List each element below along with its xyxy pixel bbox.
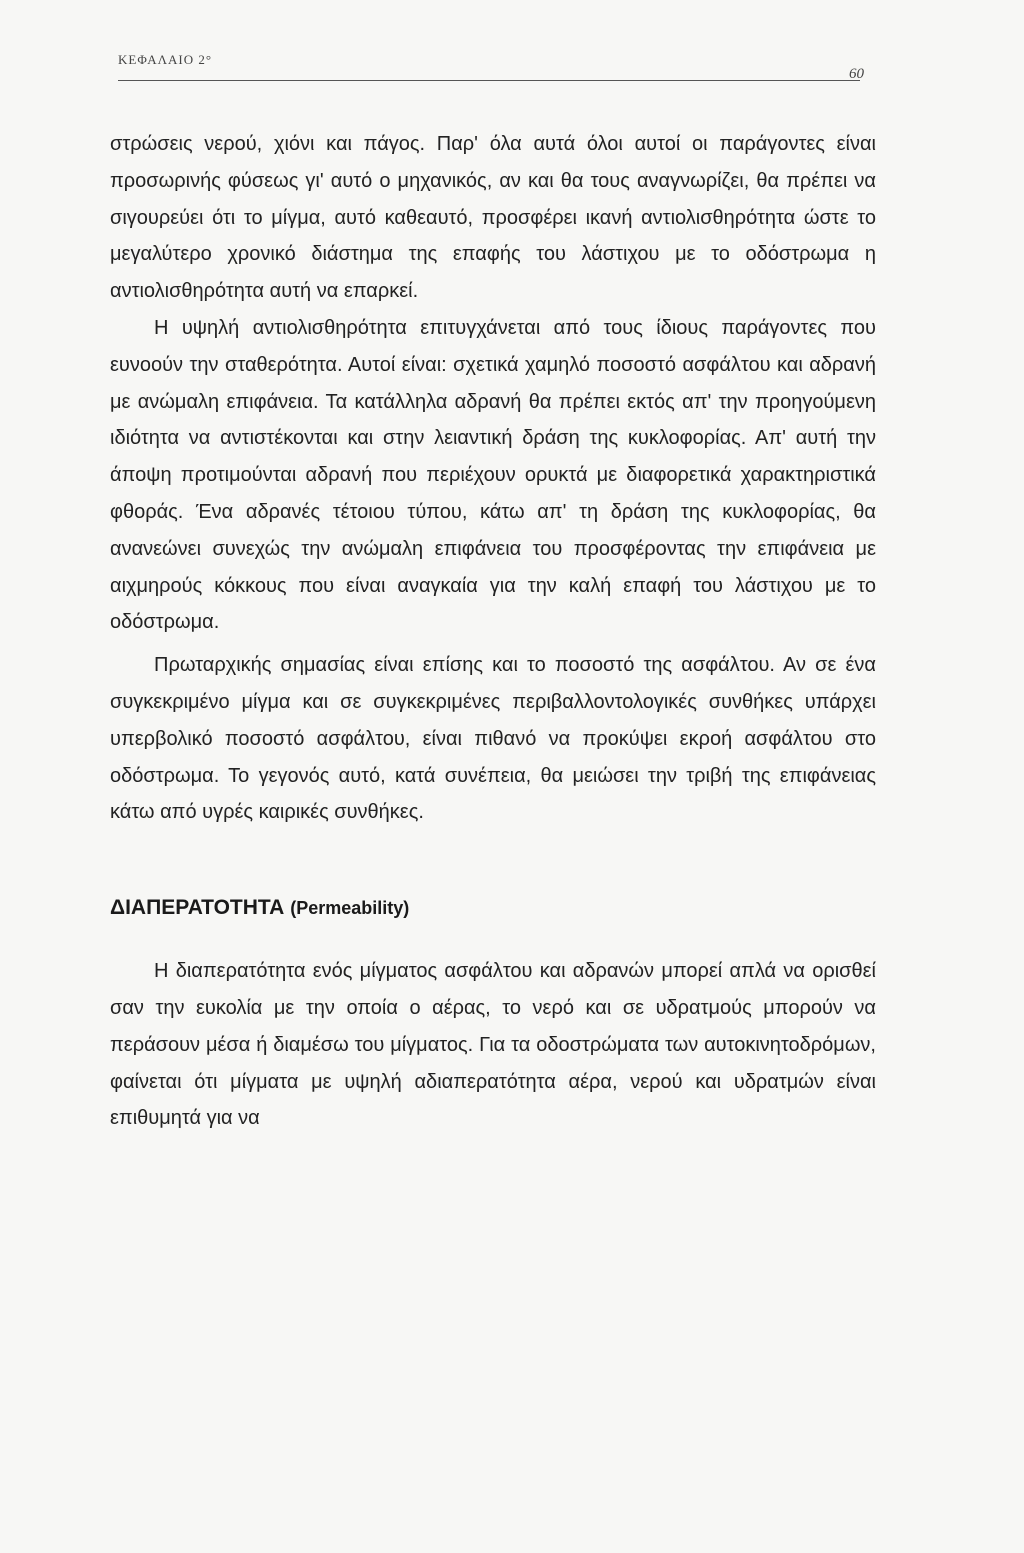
page-number: 60 bbox=[849, 66, 864, 82]
section-heading-permeability bbox=[110, 893, 876, 923]
section-heading-main: ΔΙΑΠΕΡΑΤΟΤΗΤΑ bbox=[110, 896, 285, 920]
running-header bbox=[118, 50, 864, 82]
chapter-title: ΚΕΦΑΛΑΙΟ 2° bbox=[118, 52, 213, 67]
paragraph-continuation: στρώσεις νερού, χιόνι και πάγος. Παρ' όλα αυτά όλοι αυτοί οι παράγοντες είναι προσωρινής φύσεως γι' αυτό ο μηχανικός, αν και θα τους αναγνωρίζει, θα πρέπει να σιγουρεύει ότι το μίγμα, αυτό καθεαυτό, προσφέρει ικανή αντιολισθηρότητα ώστε το μεγαλύτερο χρονικό διάστημα της επαφής του λάστιχου με το οδόστρωμα η αντιολισθηρότητα αυτή να επαρκεί. bbox=[110, 133, 876, 303]
section-heading-sub: (Permeability) bbox=[290, 898, 410, 919]
paragraph-permeability-definition: Η διαπερατότητα ενός μίγματος ασφάλτου και αδρανών μπορεί απλά να ορισθεί σαν την ευκολία με την οποία ο αέρας, το νερό και σε υδρατμούς μπορούν να περάσουν μέσα ή διαμέσω του μίγματος. Για τα οδοστρώματα των αυτοκινητοδρόμων, φαίνεται ότι μίγματα με υψηλή αδιαπερατότητα αέρα, νερού και υδρατμών είναι επιθυμητά για να bbox=[110, 960, 876, 1130]
body-text bbox=[110, 126, 876, 1137]
paragraph-asphalt-content: Πρωταρχικής σημασίας είναι επίσης και το ποσοστό της ασφάλτου. Αν σε ένα συγκεκριμένο μίγμα και σε συγκεκριμένες περιβαλλοντολογικές συνθήκες υπάρχει υπερβολικό ποσοστό ασφάλτου, είναι πιθανό να προκύψει εκροή ασφάλτου στο οδόστρωμα. Το γεγονός αυτό, κατά συνέπεια, θα μειώσει την τριβή της επιφάνειας κάτω από υγρές καιρικές συνθήκες. bbox=[110, 654, 876, 824]
paragraph-high-skid-resistance: Η υψηλή αντιολισθηρότητα επιτυγχάνεται από τους ίδιους παράγοντες που ευνοούν την σταθερότητα. Αυτοί είναι: σχετικά χαμηλό ποσοστό ασφάλτου και αδρανή με ανώμαλη επιφάνεια. Τα κατάλληλα αδρανή θα πρέπει εκτός απ' την προηγούμενη ιδιότητα να αντιστέκονται και στην λειαντική δράση της κυκλοφορίας. Απ' αυτή την άποψη προτιμούνται αδρανή που περιέχουν ορυκτά με διαφορετικά χαρακτηριστικά φθοράς. Ένα αδρανές τέτοιου τύπου, κάτω απ' τη δράση της κυκλοφορίας, θα ανανεώνει συνεχώς την ανώμαλη επιφάνεια του προσφέροντας την επιφάνεια με αιχμηρούς κόκκους που είναι αναγκαία για την καλή επαφή του λάστιχου με το οδόστρωμα. bbox=[110, 316, 876, 634]
